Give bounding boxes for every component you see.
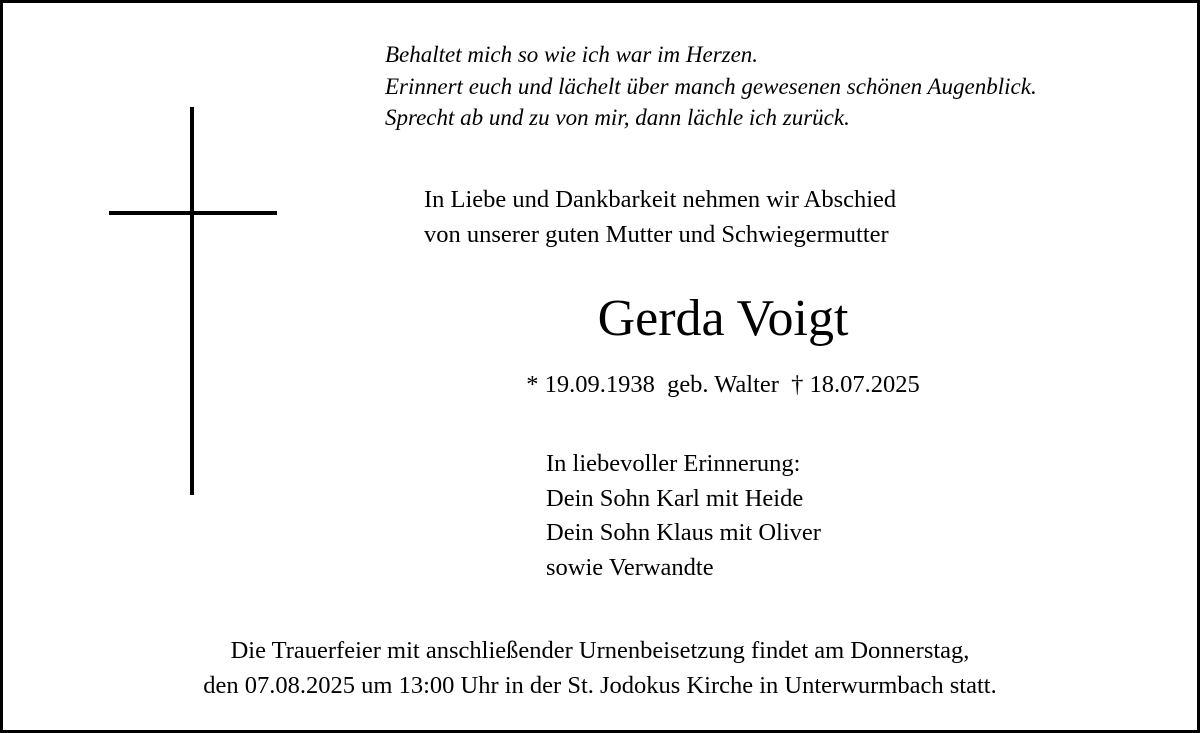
intro-line: In Liebe und Dankbarkeit nehmen wir Abschied (424, 186, 897, 213)
poem-line: Sprecht ab und zu von mir, dann lächle ich zurück. (385, 105, 850, 130)
mourners-line: Dein Sohn Klaus mit Oliver (546, 519, 821, 546)
poem-line: Behaltet mich so wie ich war im Herzen. (385, 42, 759, 67)
intro-line: von unserer guten Mutter und Schwiegermutter (424, 221, 889, 248)
funeral-service-notice (3, 633, 1197, 703)
service-line: Die Trauerfeier mit anschließender Urnenbeisetzung findet am Donnerstag, (230, 637, 970, 664)
cross-horizontal-bar (109, 211, 277, 215)
intro-text (424, 182, 896, 252)
mourners-line: In liebevoller Erinnerung: (546, 450, 801, 477)
mourners-line: sowie Verwandte (546, 553, 714, 581)
mourners-line: Dein Sohn Karl mit Heide (546, 484, 804, 512)
poem-line: Erinnert euch und lächelt über manch gewesenen schönen Augenblick. (385, 73, 1037, 99)
deceased-name: Gerda Voigt (597, 290, 849, 347)
service-line: den 07.08.2025 um 13:00 Uhr in der St. Jodokus Kirche in Unterwurmbach statt. (203, 672, 997, 699)
poem (385, 39, 1037, 134)
mourners-list (546, 447, 821, 585)
life-dates: * 19.09.1938 geb. Walter † 18.07.2025 (526, 371, 920, 398)
